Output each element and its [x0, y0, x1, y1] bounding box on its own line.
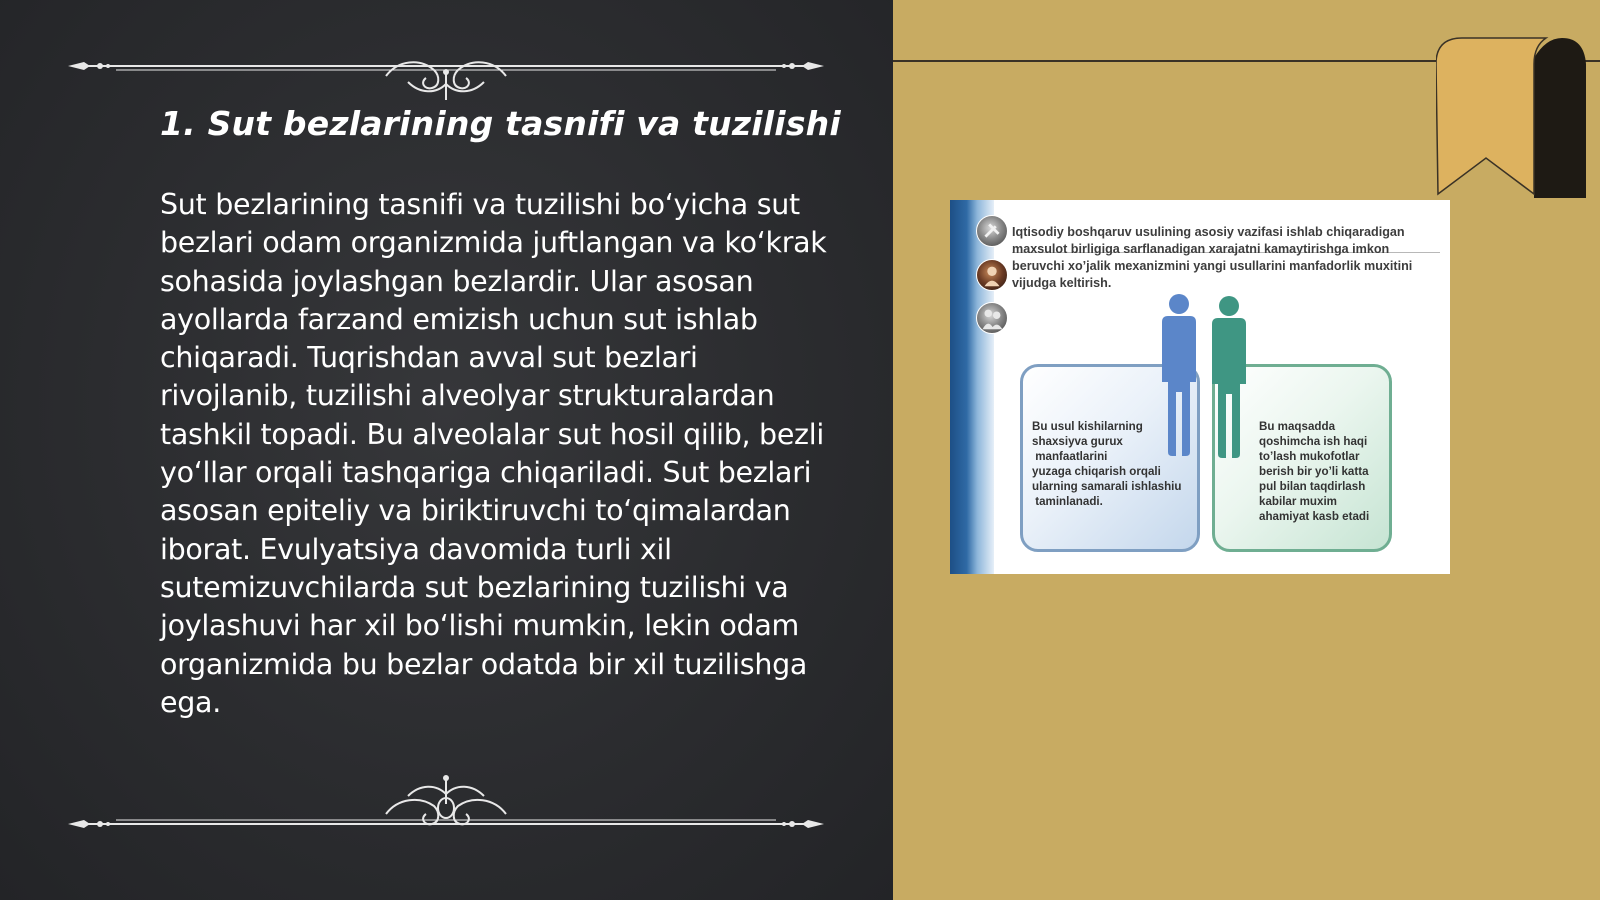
tools-bullet-icon: [976, 215, 1008, 247]
ornament-flourish-icon: [68, 42, 824, 102]
bookmark-ribbon: [1436, 36, 1586, 198]
two-person-figures: [1156, 292, 1256, 462]
slide-title: 1. Sut bezlarining tasnifi va tuzilishi: [160, 104, 841, 143]
people-bullet-icon: [976, 302, 1008, 334]
teal-person-icon: [1212, 296, 1246, 458]
ornament-flourish-icon: [68, 774, 824, 834]
image-left-box-text: Bu usul kishilarning shaxsiyva gurux manfaatlarini yuzaga chiqarish orqali ularning samarali ishlashiu taminlanadi.: [1032, 420, 1182, 508]
blue-person-icon: [1162, 294, 1196, 456]
person-bullet-icon: [976, 259, 1008, 291]
top-ornament-divider: [68, 42, 824, 102]
economics-diagram-image: [950, 200, 1450, 574]
image-side-stripe: [950, 200, 994, 574]
image-right-box-text: Bu maqsadda qoshimcha ish haqi to’lash mukofotlar berish bir yo’li katta pul bilan taqdirlash kabilar muxim ahamiyat kasb etadi: [1259, 420, 1370, 523]
ribbon-bookmark-icon: [1436, 36, 1586, 198]
image-intro-text: Iqtisodiy boshqaruv usulining asosiy vazifasi ishlab chiqaradigan maxsulot birligiga sarflanadigan xarajatni kamaytirishga imkon beruvchi xo’jalik mexanizmini yangi usullarini manfadorlik muxitini vijudga keltirish.: [1012, 225, 1413, 290]
slide-body-text: Sut bezlarining tasnifi va tuzilishi bo‘yicha sut bezlari odam organizmida juftlangan va ko‘krak sohasida joylashgan bezlardir. Ular asosan ayollarda farzand emizish uchun sut ishlab chiqaradi. Tuqrishdan avval sut bezlari rivojlanib, tuzilishi alveolyar strukturalardan tashkil topadi. Bu alveolalar sut hosil qilib, bezli yo‘llar orqali tashqariga chiqariladi. Sut bezlari asosan epiteliy va biriktiruvchi to‘qimalardan iborat. Evulyatsiya davomida turli xil sutemizuvchilarda sut bezlarining tuzilishi va joylashuvi har xil bo‘lishi mumkin, lekin odam organizmida bu bezlar odatda bir xil tuzilishga ega.: [160, 188, 827, 719]
bottom-ornament-divider: [68, 774, 824, 834]
